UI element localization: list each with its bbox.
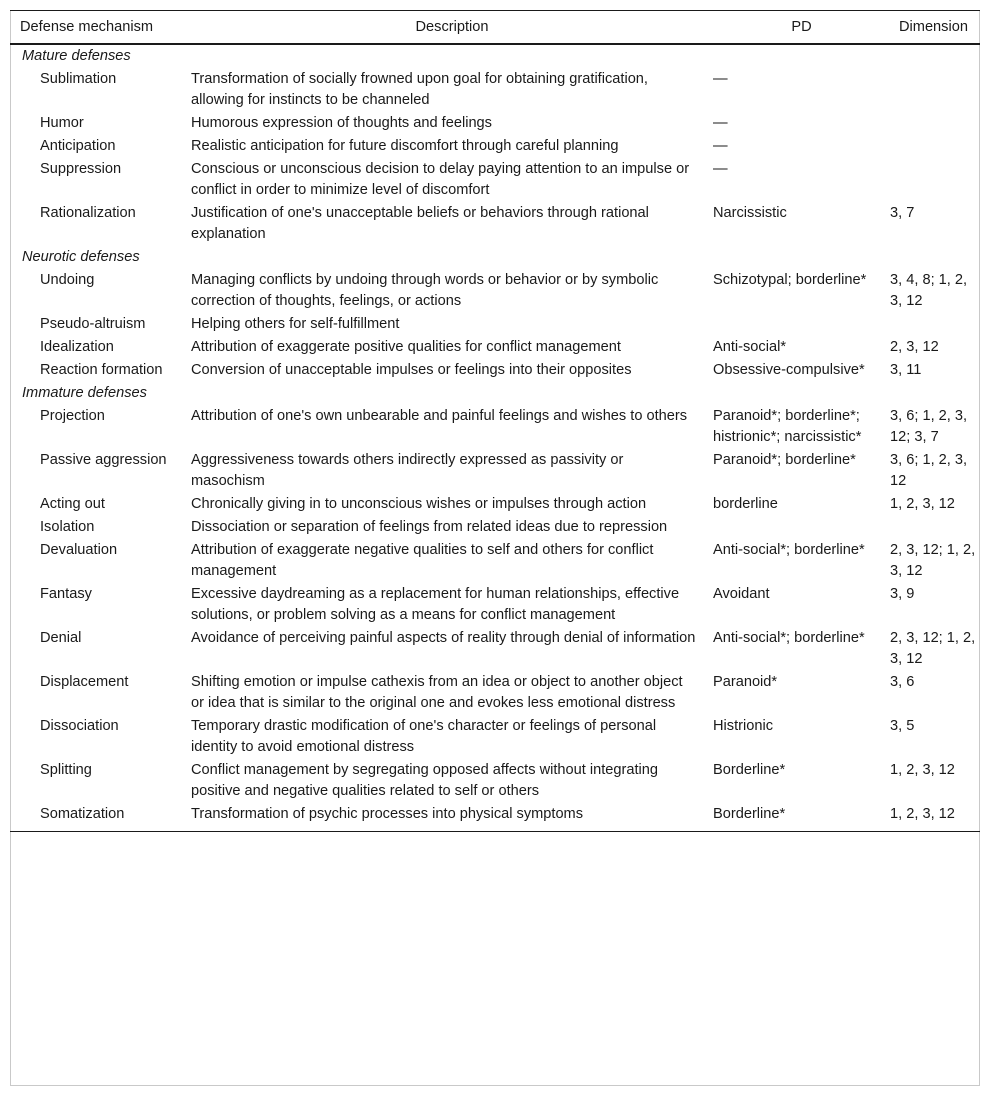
table-row [10, 803, 980, 832]
mechanism-name: Displacement [40, 674, 129, 690]
pd-cell: Paranoid*; borderline* [713, 452, 856, 468]
dimension-cell: 1, 2, 3, 12 [890, 803, 980, 832]
pd-cell: Obsessive-compulsive* [713, 362, 865, 378]
mechanism-name: Projection [40, 408, 105, 424]
mechanism-name: Passive aggression [40, 452, 167, 468]
mechanism-cell [10, 269, 191, 313]
description-cell: Conflict management by segregating opposed affects without integrating positive and negative qualities related to self or others [191, 762, 659, 799]
dimension-cell: 3, 7 [890, 205, 915, 221]
description-cell: Avoidance of perceiving painful aspects of reality through denial of information [191, 630, 696, 646]
table-row [10, 516, 980, 539]
mechanism-cell [10, 202, 191, 246]
table-row [10, 493, 980, 516]
pd-cell: borderline [713, 496, 778, 512]
description-cell: Conversion of unacceptable impulses or feelings into their opposites [191, 362, 632, 378]
pd-cell: Anti-social*; borderline* [713, 542, 865, 558]
pd-cell: Borderline* [713, 762, 786, 778]
header-mechanism: Defense mechanism [10, 11, 191, 45]
group-row [10, 44, 980, 68]
dimension-cell [890, 135, 980, 158]
dimension-cell: 1, 2, 3, 12 [890, 496, 955, 512]
mechanism-cell [10, 583, 191, 627]
mechanism-name: Fantasy [40, 586, 92, 602]
dimension-cell: 1, 2, 3, 12 [890, 762, 955, 778]
table-header [10, 11, 980, 45]
mechanism-name: Sublimation [40, 71, 117, 87]
mechanism-cell [10, 135, 191, 158]
mechanism-name: Splitting [40, 762, 92, 778]
mechanism-name: Acting out [40, 496, 105, 512]
pd-cell: Schizotypal; borderline* [713, 272, 867, 288]
pd-cell: — [713, 138, 728, 154]
description-cell: Managing conflicts by undoing through words or behavior or by symbolic correction of thoughts, feelings, or actions [191, 272, 659, 309]
pd-cell: — [713, 71, 728, 87]
dimension-cell: 2, 3, 12; 1, 2, 3, 12 [890, 630, 976, 667]
mechanism-name: Dissociation [40, 718, 119, 734]
table-row [10, 405, 980, 449]
dimension-cell [890, 112, 980, 135]
pd-cell [713, 313, 890, 336]
dimension-cell: 2, 3, 12 [890, 339, 939, 355]
header-description: Description [191, 11, 713, 45]
dimension-cell: 3, 6; 1, 2, 3, 12; 3, 7 [890, 408, 968, 445]
table-row [10, 313, 980, 336]
mechanism-name: Pseudo-altruism [40, 316, 146, 332]
header-row [10, 11, 980, 45]
mechanism-name: Isolation [40, 519, 95, 535]
table-row [10, 158, 980, 202]
table-row [10, 627, 980, 671]
mechanism-cell [10, 627, 191, 671]
pd-cell: Anti-social*; borderline* [713, 630, 865, 646]
dimension-cell [890, 158, 980, 202]
mechanism-cell [10, 671, 191, 715]
description-cell: Chronically giving in to unconscious wishes or impulses through action [191, 496, 647, 512]
description-cell: Excessive daydreaming as a replacement for human relationships, effective solutions, or problem solving as a means for conflict management [191, 586, 680, 623]
mechanism-name: Undoing [40, 272, 95, 288]
mechanism-name: Idealization [40, 339, 114, 355]
table-row [10, 336, 980, 359]
mechanism-name: Somatization [40, 806, 125, 822]
mechanism-name: Denial [40, 630, 82, 646]
dimension-cell: 3, 11 [890, 362, 922, 378]
header-pd: PD [713, 11, 890, 45]
description-cell: Realistic anticipation for future discomfort through careful planning [191, 138, 619, 154]
table-row [10, 202, 980, 246]
dimension-cell [890, 313, 980, 336]
group-row [10, 382, 980, 405]
mechanism-cell [10, 449, 191, 493]
pd-cell [713, 516, 890, 539]
dimension-cell [890, 516, 980, 539]
table-row [10, 68, 980, 112]
table-row [10, 359, 980, 382]
table-body [10, 44, 980, 832]
mechanism-cell [10, 539, 191, 583]
mechanism-cell [10, 158, 191, 202]
table-row [10, 539, 980, 583]
mechanism-cell [10, 803, 191, 832]
mechanism-cell [10, 68, 191, 112]
table-row [10, 583, 980, 627]
mechanism-cell [10, 715, 191, 759]
dimension-cell: 3, 4, 8; 1, 2, 3, 12 [890, 272, 968, 309]
description-cell: Humorous expression of thoughts and feelings [191, 115, 492, 131]
dimension-cell: 3, 5 [890, 718, 915, 734]
description-cell: Conscious or unconscious decision to delay paying attention to an impulse or conflict in order to minimize level of discomfort [191, 161, 690, 198]
mechanism-name: Reaction formation [40, 362, 163, 378]
table-row [10, 449, 980, 493]
pd-cell: Paranoid*; borderline*; histrionic*; narcissistic* [713, 408, 862, 445]
mechanism-cell [10, 112, 191, 135]
description-cell: Helping others for self-fulfillment [191, 316, 400, 332]
description-cell: Shifting emotion or impulse cathexis from an idea or object to another object or idea that is similar to the original one and evokes less emotional distress [191, 674, 683, 711]
pd-cell: — [713, 115, 728, 131]
pd-cell: Anti-social* [713, 339, 786, 355]
table-row [10, 135, 980, 158]
dimension-cell: 3, 6; 1, 2, 3, 12 [890, 452, 968, 489]
description-cell: Attribution of exaggerate positive qualities for conflict management [191, 339, 621, 355]
pd-cell: Borderline* [713, 803, 890, 832]
pd-cell: Narcissistic [713, 205, 787, 221]
group-label: Mature defenses [22, 48, 131, 64]
mechanism-name: Anticipation [40, 138, 116, 154]
pd-cell: Avoidant [713, 586, 770, 602]
mechanism-cell [10, 359, 191, 382]
table-row [10, 112, 980, 135]
table-row [10, 759, 980, 803]
table-row [10, 269, 980, 313]
group-label: Immature defenses [22, 385, 147, 401]
dimension-cell: 3, 9 [890, 586, 915, 602]
defense-mechanisms-table [10, 10, 980, 832]
table-row [10, 671, 980, 715]
mechanism-cell [10, 516, 191, 539]
mechanism-cell [10, 405, 191, 449]
dimension-cell: 3, 6 [890, 674, 915, 690]
description-cell: Temporary drastic modification of one's character or feelings of personal identity to avoid emotional distress [191, 718, 657, 755]
mechanism-cell [10, 493, 191, 516]
description-cell: Justification of one's unacceptable beliefs or behaviors through rational explanation [191, 205, 649, 242]
header-dimension: Dimension [890, 11, 980, 45]
pd-cell: Histrionic [713, 718, 774, 734]
description-cell: Attribution of one's own unbearable and painful feelings and wishes to others [191, 408, 688, 424]
mechanism-name: Devaluation [40, 542, 118, 558]
group-row [10, 246, 980, 269]
description-cell: Transformation of psychic processes into physical symptoms [191, 803, 713, 832]
description-cell: Dissociation or separation of feelings from related ideas due to repression [191, 519, 668, 535]
description-cell: Attribution of exaggerate negative qualities to self and others for conflict management [191, 542, 654, 579]
mechanism-cell [10, 759, 191, 803]
description-cell: Transformation of socially frowned upon goal for obtaining gratification, allowing for instincts to be channeled [191, 71, 648, 108]
mechanism-name: Rationalization [40, 205, 136, 221]
table-row [10, 715, 980, 759]
dimension-cell [890, 68, 980, 112]
mechanism-cell [10, 313, 191, 336]
mechanism-name: Suppression [40, 161, 122, 177]
mechanism-name: Humor [40, 115, 84, 131]
dimension-cell: 2, 3, 12; 1, 2, 3, 12 [890, 542, 976, 579]
pd-cell: Paranoid* [713, 674, 778, 690]
group-label: Neurotic defenses [22, 249, 140, 265]
pd-cell: — [713, 161, 728, 177]
mechanism-cell [10, 336, 191, 359]
description-cell: Aggressiveness towards others indirectly expressed as passivity or masochism [191, 452, 624, 489]
